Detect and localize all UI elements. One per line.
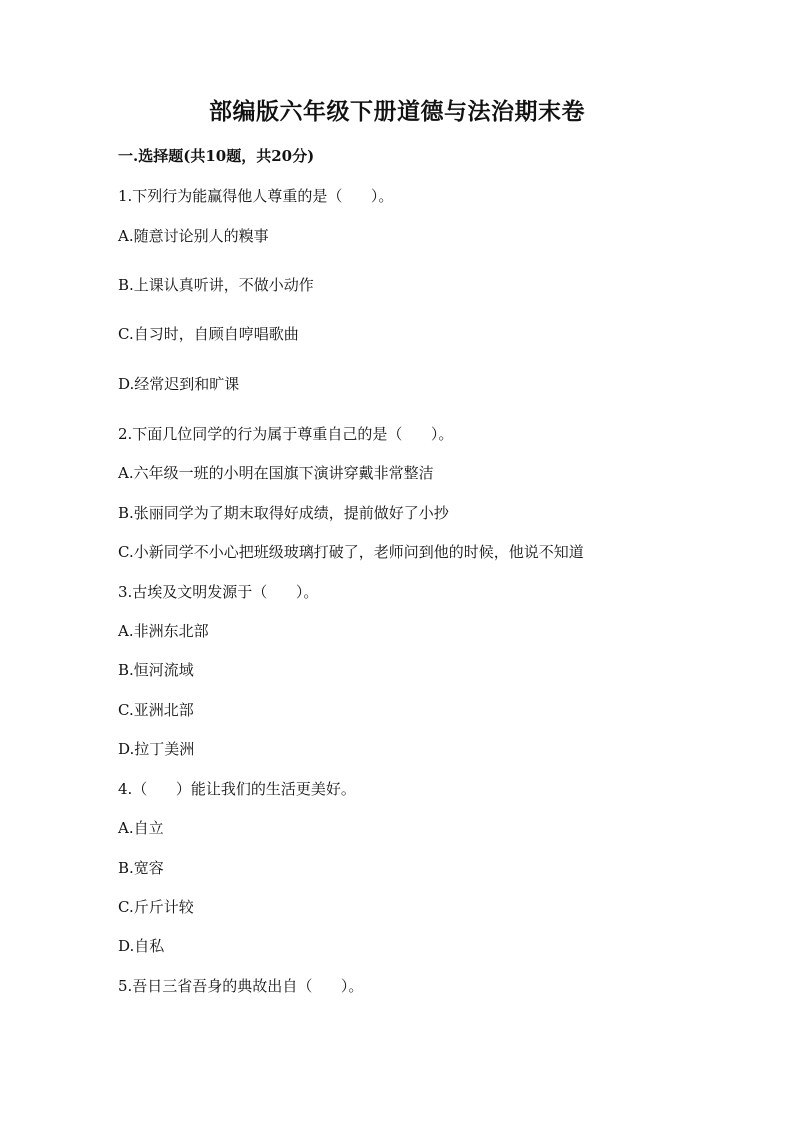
page-title: 部编版六年级下册道德与法治期末卷 [209, 98, 585, 125]
question-2-option-b: B.张丽同学为了期末取得好成绩，提前做好了小抄 [118, 504, 449, 522]
question-3-option-b: B.恒河流域 [118, 661, 194, 679]
question-1-option-c: C.自习时，自顾自哼唱歌曲 [118, 325, 299, 343]
question-3-option-d: D.拉丁美洲 [118, 740, 195, 758]
question-3-option-a: A.非洲东北部 [118, 622, 209, 640]
question-2-option-a: A.六年级一班的小明在国旗下演讲穿戴非常整洁 [118, 464, 434, 482]
question-4-option-b: B.宽容 [118, 859, 164, 877]
question-3-stem: 3.古埃及文明发源于（ ）。 [118, 583, 319, 601]
section-heading: 一.选择题(共10题，共20分) [118, 147, 315, 165]
question-5-stem: 5.吾日三省吾身的典故出自（ ）。 [118, 977, 364, 995]
question-4-option-c: C.斤斤计较 [118, 898, 194, 916]
question-1-option-d: D.经常迟到和旷课 [118, 375, 240, 393]
question-2-option-c: C.小新同学不小心把班级玻璃打破了，老师问到他的时候，他说不知道 [118, 543, 584, 561]
question-2-stem: 2.下面几位同学的行为属于尊重自己的是（ ）。 [118, 425, 454, 443]
question-1-option-a: A.随意讨论别人的糗事 [118, 227, 269, 245]
question-4-option-d: D.自私 [118, 937, 165, 955]
question-4-option-a: A.自立 [118, 819, 164, 837]
question-3-option-c: C.亚洲北部 [118, 701, 194, 719]
question-4-stem: 4.（ ）能让我们的生活更美好。 [118, 780, 356, 798]
question-1-stem: 1.下列行为能赢得他人尊重的是（ ）。 [118, 187, 394, 205]
question-1-option-b: B.上课认真听讲，不做小动作 [118, 276, 314, 294]
